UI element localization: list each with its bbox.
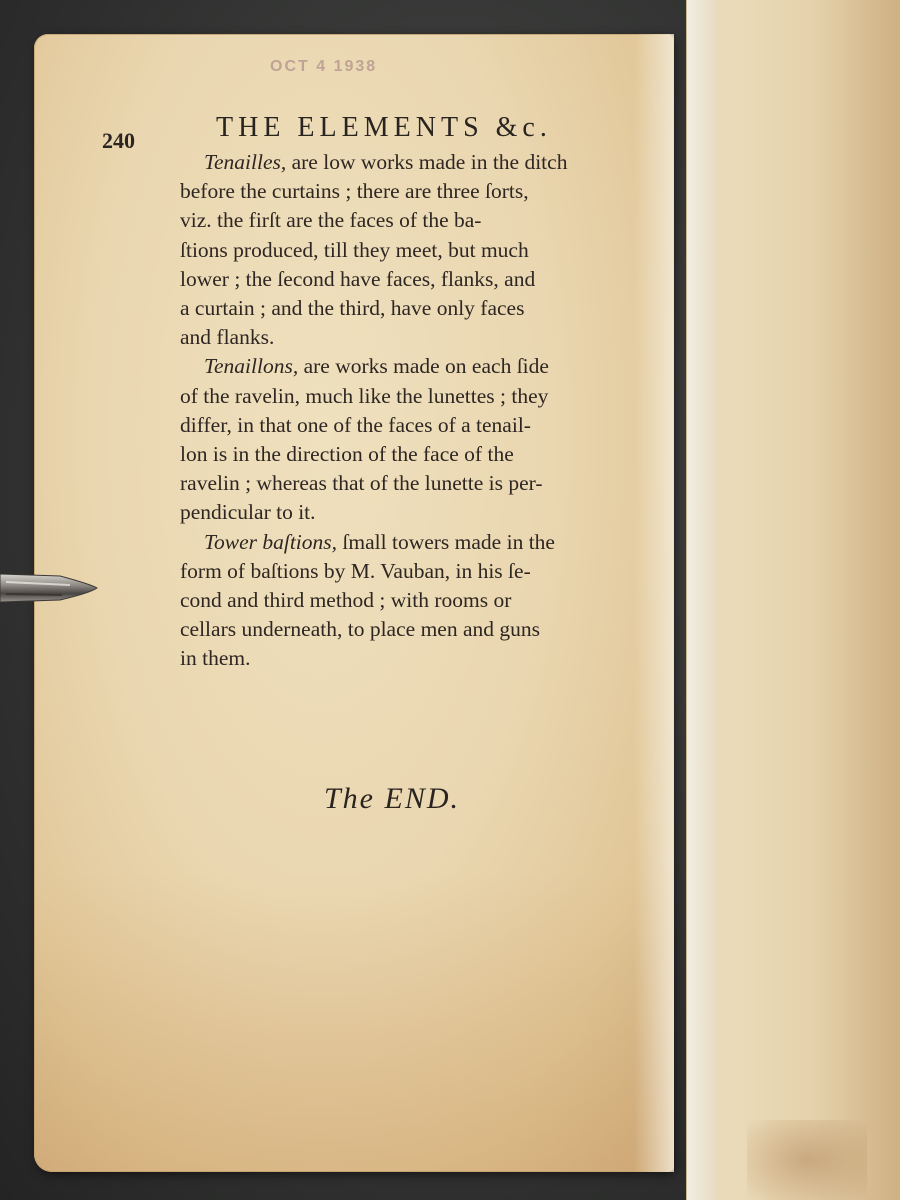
- text-line: viz. the firſt are the faces of the ba-: [180, 208, 482, 233]
- text-line: ſmall towers made in the: [337, 529, 555, 554]
- text-line: a curtain ; and the third, have only faces: [180, 296, 525, 321]
- text-line: pendicular to it.: [180, 500, 316, 525]
- library-stamp: OCT 4 1938: [270, 58, 378, 75]
- text-line: lon is in the direction of the face of the: [180, 442, 514, 467]
- text-line: before the curtains ; there are three ſorts,: [180, 179, 529, 204]
- text-line: form of baſtions by M. Vauban, in his ſe-: [180, 558, 531, 583]
- running-head: THE ELEMENTS &c.: [216, 112, 552, 143]
- text-line: cond and third method ; with rooms or: [180, 588, 512, 613]
- text-line: of the ravelin, much like the lunettes ; they: [180, 383, 549, 408]
- foxing-stain: [747, 1120, 867, 1200]
- page-gutter: [634, 34, 674, 1172]
- page-wear: [811, 0, 900, 1200]
- term: Tenailles,: [204, 150, 287, 174]
- end-mark: The END.: [324, 782, 460, 815]
- text-line: and flanks.: [180, 325, 275, 350]
- text-line: lower ; the ſecond have faces, flanks, and: [180, 266, 536, 291]
- pen-clip-icon: [0, 566, 98, 610]
- text-line: are low works made in the ditch: [286, 150, 568, 174]
- body-text: [180, 148, 614, 674]
- text-line: ravelin ; whereas that of the lunette is per-: [180, 471, 543, 496]
- water-stain: [34, 872, 674, 1172]
- text-line: in them.: [180, 646, 251, 671]
- paragraph-tenaillons: [180, 352, 614, 527]
- paragraph-tower-bastions: [180, 528, 614, 674]
- text-line: cellars underneath, to place men and guns: [180, 617, 540, 642]
- text-line: differ, in that one of the faces of a tenail-: [180, 412, 531, 437]
- facing-page: [686, 0, 900, 1200]
- page-number: 240: [102, 128, 135, 153]
- text-line: are works made on each ſide: [298, 354, 549, 379]
- page-edge: [687, 0, 715, 1200]
- paragraph-tenailles: [180, 148, 614, 352]
- term: Tower baſtions,: [204, 529, 338, 554]
- text-line: ſtions produced, till they meet, but much: [180, 237, 529, 262]
- term: Tenaillons,: [204, 354, 299, 379]
